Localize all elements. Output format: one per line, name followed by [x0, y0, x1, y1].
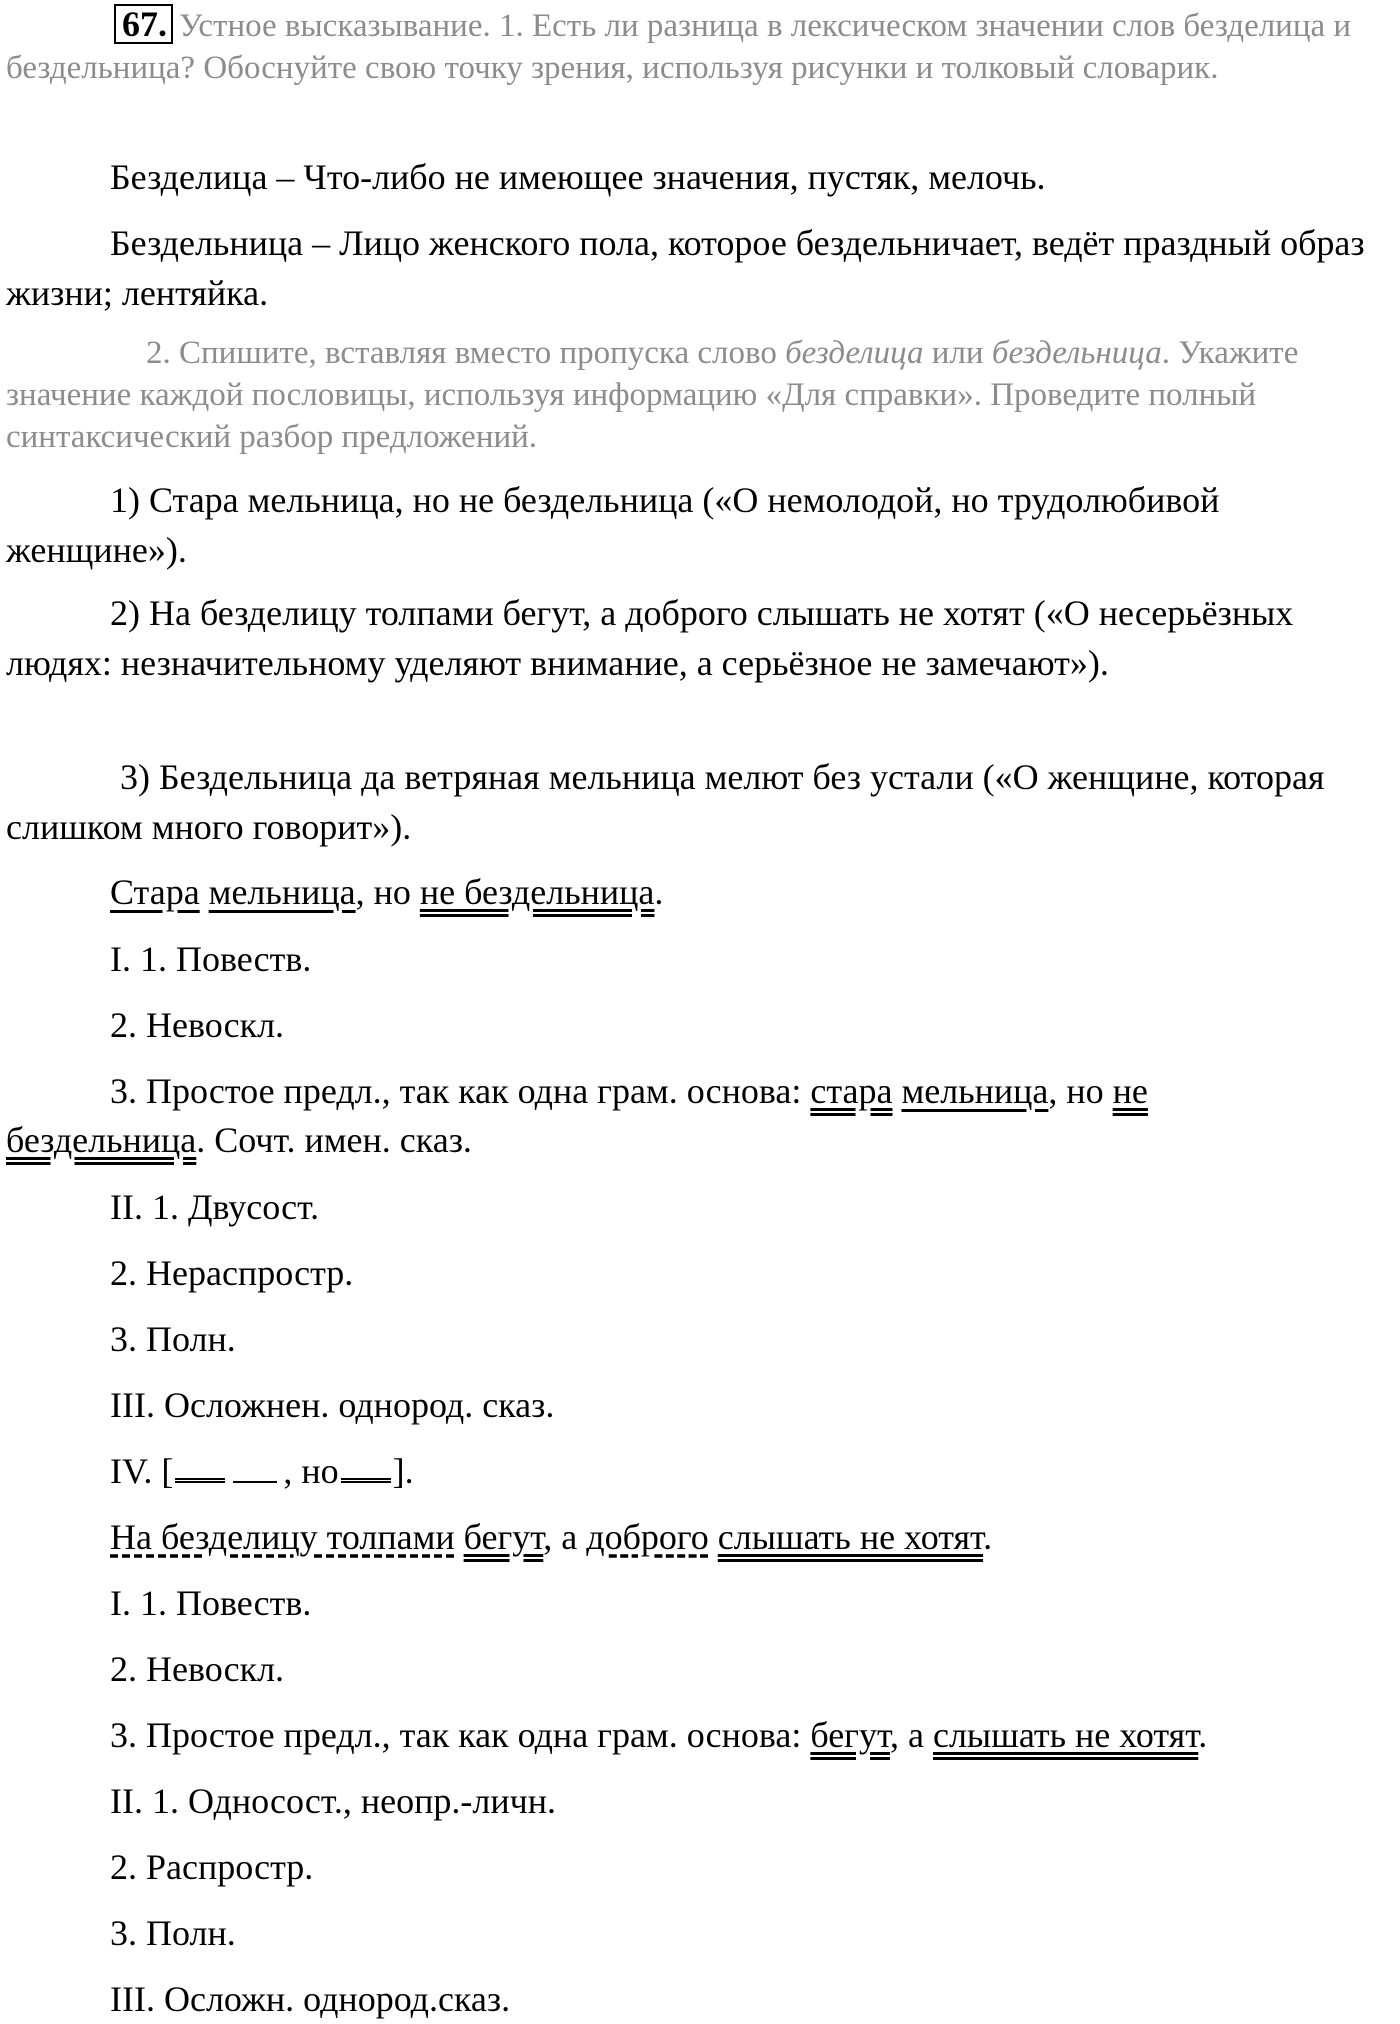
s2-line-5: 2. Распростр.: [110, 1847, 314, 1887]
s2-line-1: I. 1. Повеств.: [110, 1583, 312, 1623]
s2-l3-w2: слышать не хотят: [932, 1715, 1199, 1755]
s2-line-2: 2. Невоскл.: [110, 1649, 285, 1689]
s1-line-7: III. Осложнен. однород. сказ.: [110, 1385, 555, 1425]
scheme-predicate-mark-2: [341, 1450, 391, 1483]
task-2-after: . Укажите значение каждой пословицы, используя информацию «Для справки». Проведите полный синтаксический разбор предложений.: [6, 335, 1299, 455]
s1-end: .: [654, 872, 664, 912]
s1-line-4: II. 1. Двусост.: [110, 1187, 320, 1227]
s2-line-4: II. 1. Односост., неопр.-личн.: [110, 1781, 556, 1821]
definition-bezdelitsa: Безделица – Что-либо не имеющее значения, пустяк, мелочь.: [110, 157, 1046, 197]
s2-predicate-1: бегут: [463, 1517, 544, 1557]
task-2-before: 2. Спишите, вставляя вместо пропуска слово: [146, 335, 786, 371]
s2-line-7: III. Осложн. однород.сказ.: [110, 1979, 511, 2019]
proverb-3: 3) Бездельница да ветряная мельница мелют без устали («О женщине, которая слишком много говорит»).: [6, 757, 1325, 847]
task-2-mid: или: [923, 335, 992, 371]
s1-l3-w2: мельница: [901, 1071, 1049, 1111]
s1-line-3-cont: [6, 1115, 1396, 1165]
scheme-predicate-mark: [175, 1450, 225, 1483]
definition-bezdelnitsa: Бездельница – Лицо женского пола, которое бездельничает, ведёт праздный образ жизни; лентяйка.: [6, 223, 1365, 313]
s1-sep: , но: [355, 872, 420, 912]
s2-end: .: [983, 1517, 993, 1557]
s1-subject: мельница: [208, 872, 356, 912]
s2-l3-end: .: [1198, 1715, 1208, 1755]
s2-l3-text: 3. Простое предл., так как одна грам. основа:: [110, 1715, 811, 1755]
s1-l3-sep2: , но: [1048, 1071, 1113, 1111]
s1-line-3: [6, 1066, 1400, 1116]
task-1-instruction: [6, 4, 1396, 89]
s2-line-3: [6, 1710, 1400, 1760]
exercise-number: 67.: [114, 4, 173, 44]
s1-scheme: [6, 1446, 1400, 1496]
s1-line-2: 2. Невоскл.: [110, 1005, 285, 1045]
s2-adverbial: На безделицу толпами: [110, 1517, 455, 1557]
s1-l3-w1: стара: [810, 1071, 893, 1111]
proverb-2: 2) На безделицу толпами бегут, а доброго слышать не хотят («О несерьёзных людях: незначительному уделяют внимание, а серьёзное не замечают»).: [6, 593, 1294, 683]
s1-predicate: не бездельница: [419, 872, 655, 912]
s1-line-5: 2. Нераспростр.: [110, 1253, 354, 1293]
scheme-subject-mark: [233, 1451, 277, 1483]
s1-l3-w3: не: [1112, 1071, 1148, 1111]
s1-scheme-open: IV. [: [110, 1451, 174, 1491]
s2-l3-w1: бегут: [810, 1715, 890, 1755]
sentence-1: [6, 867, 1400, 917]
s2-object: доброго: [586, 1517, 709, 1557]
task-2-word-2: бездельница: [991, 335, 1162, 371]
sentence-2: [6, 1512, 1400, 1562]
task-1-text: 1. Есть ли разница в лексическом значении слов безделица и бездельница? Обоснуйте свою точку зрения, используя рисунки и толковый словарик.: [6, 8, 1352, 86]
s1-predicate-part: Стара: [110, 872, 200, 912]
s1-l3-text: 3. Простое предл., так как одна грам. основа:: [110, 1071, 811, 1111]
s1-line-1: I. 1. Повеств.: [110, 939, 312, 979]
s1-line-6: 3. Полн.: [110, 1319, 236, 1359]
s1-scheme-mid: , но: [283, 1451, 339, 1491]
proverb-1: 1) Стара мельница, но не бездельница («О немолодой, но трудолюбивой женщине»).: [6, 480, 1220, 570]
s1-scheme-close: ].: [392, 1451, 414, 1491]
s2-space: [709, 1517, 718, 1557]
task-1-lead: Устное высказывание.: [179, 8, 491, 44]
s2-sep: , а: [543, 1517, 587, 1557]
s2-line-6: 3. Полн.: [110, 1913, 236, 1953]
s1-l3-w4: бездельница: [6, 1120, 197, 1160]
s2-predicate-2: слышать не хотят: [717, 1517, 984, 1557]
s2-l3-sep: , а: [889, 1715, 933, 1755]
task-2-word-1: безделица: [785, 335, 924, 371]
s1-l3-tail: . Сочт. имен. сказ.: [196, 1120, 472, 1160]
task-2-instruction: [6, 332, 1396, 458]
